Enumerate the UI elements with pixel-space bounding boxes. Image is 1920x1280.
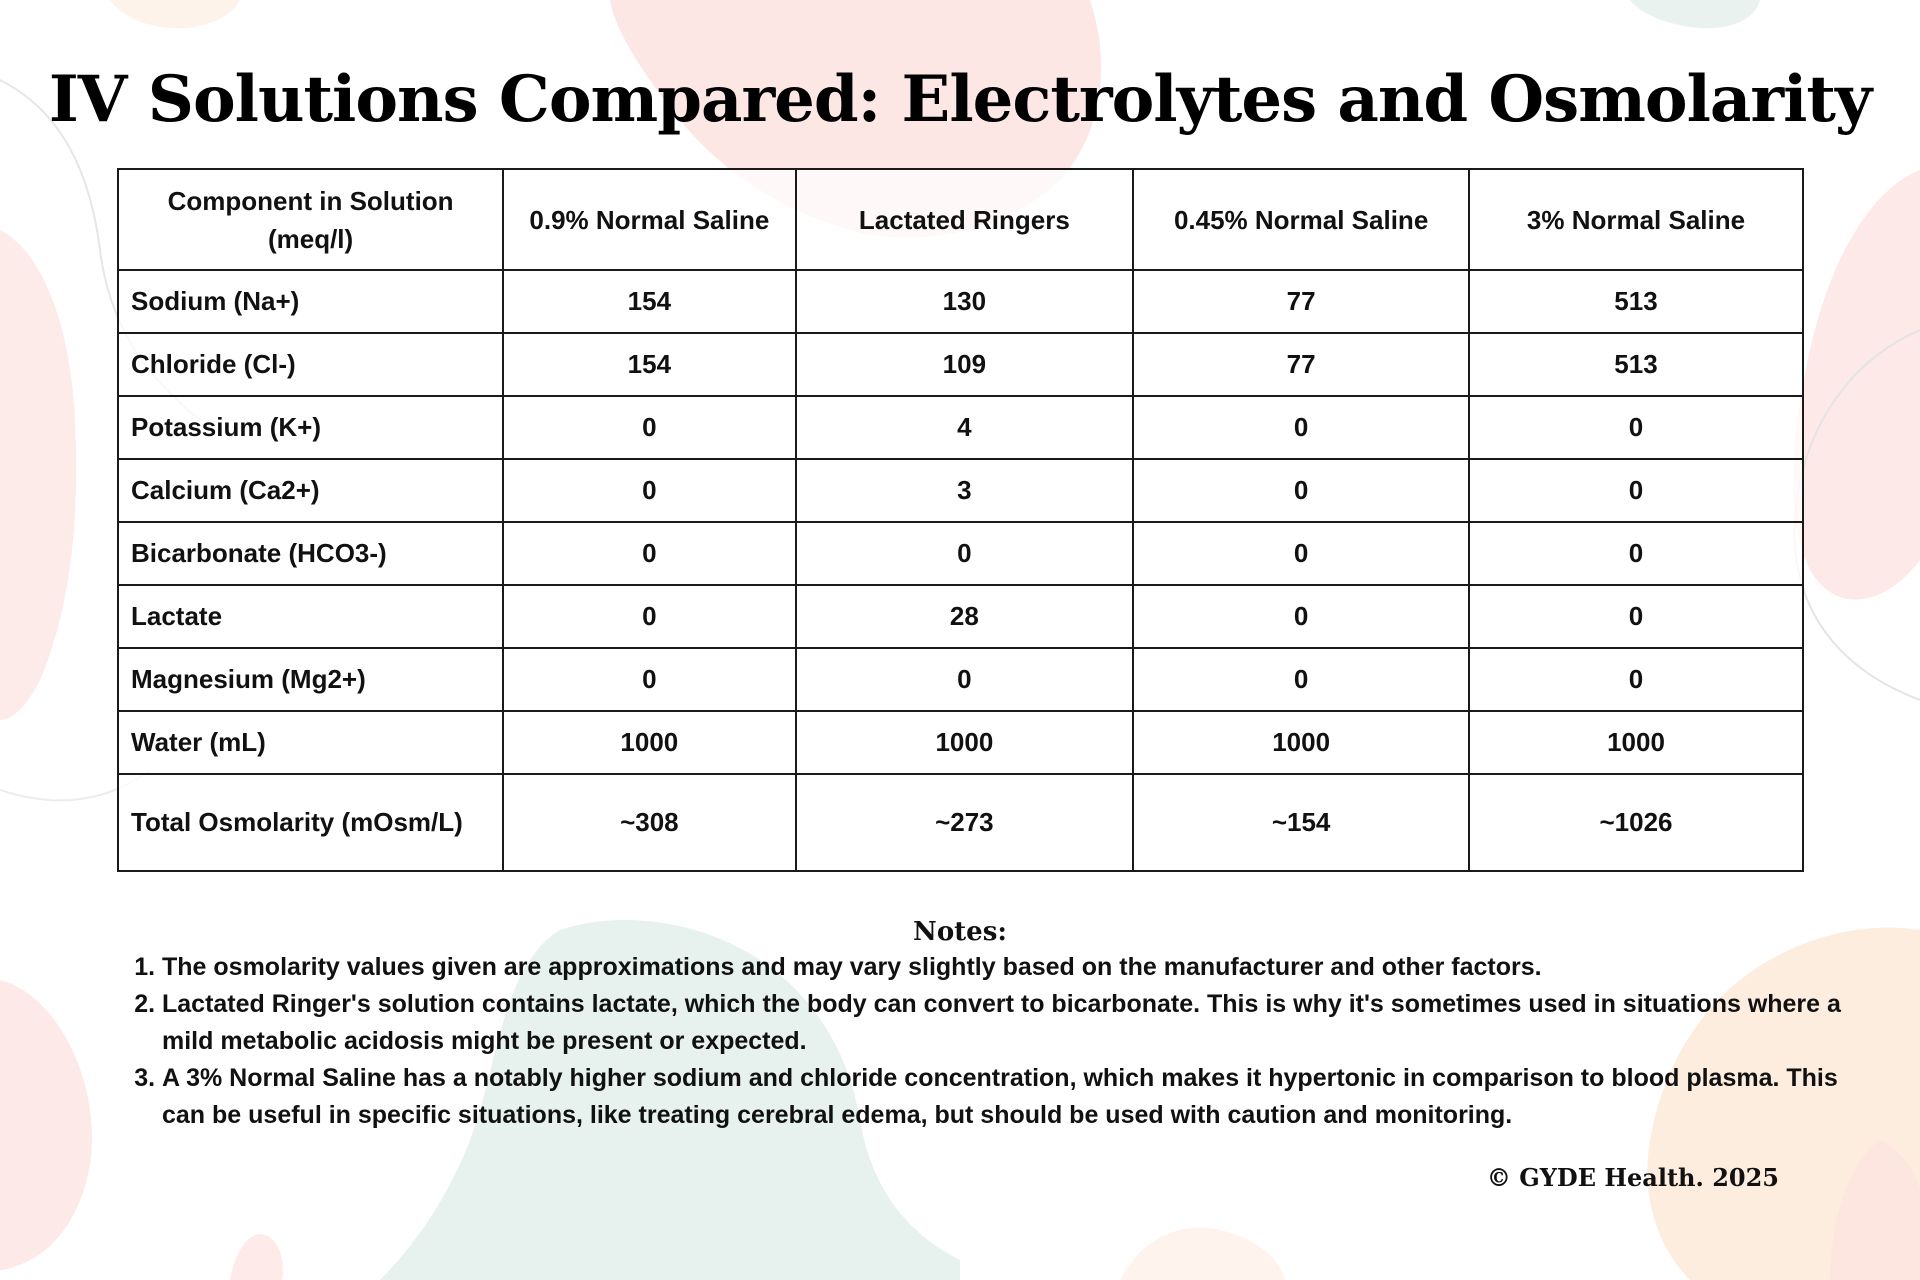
table-body [118, 270, 1803, 871]
table-cell: 0 [796, 648, 1134, 711]
table-row-total-osmolarity [118, 774, 1803, 871]
row-label: Calcium (Ca2+) [118, 459, 503, 522]
table-row-bicarbonate [118, 522, 1803, 585]
column-header-normal-saline-3: 3% Normal Saline [1469, 169, 1803, 270]
table-cell: 0 [1469, 585, 1803, 648]
notes-heading: Notes: [913, 917, 1007, 947]
row-label: Lactate [118, 585, 503, 648]
column-header-normal-saline-045: 0.45% Normal Saline [1133, 169, 1469, 270]
table-cell: 513 [1469, 270, 1803, 333]
table-cell: 77 [1133, 333, 1469, 396]
table-cell: 0 [1133, 648, 1469, 711]
table-cell: 4 [796, 396, 1134, 459]
table-cell: 0 [796, 522, 1134, 585]
table-cell: 154 [503, 270, 795, 333]
page-title: IV Solutions Compared: Electrolytes and Osmolarity [48, 62, 1872, 137]
copyright-notice: © GYDE Health. 2025 [1486, 1163, 1779, 1192]
table-cell: 130 [796, 270, 1134, 333]
table-cell: 0 [503, 522, 795, 585]
note-item: 1. The osmolarity values given are approximations and may vary slightly based on the manufacturer and other factors. [162, 949, 1862, 986]
table-cell: 3 [796, 459, 1134, 522]
column-header-normal-saline-09: 0.9% Normal Saline [503, 169, 795, 270]
row-label: Potassium (K+) [118, 396, 503, 459]
table-cell: 0 [503, 459, 795, 522]
table-cell: ~154 [1133, 774, 1469, 871]
table-row-magnesium [118, 648, 1803, 711]
table-cell: 0 [1469, 522, 1803, 585]
table-cell: 0 [1469, 459, 1803, 522]
table-cell: 0 [503, 396, 795, 459]
row-label: Water (mL) [118, 711, 503, 774]
table-cell: 0 [503, 585, 795, 648]
row-label: Total Osmolarity (mOsm/L) [118, 774, 503, 871]
table-row-chloride [118, 333, 1803, 396]
note-item: 2. Lactated Ringer's solution contains lactate, which the body can convert to bicarbonate. This is why it's sometimes used in situations where a mild metabolic acidosis might be present or expected. [162, 986, 1862, 1060]
table-cell: 1000 [1469, 711, 1803, 774]
table-cell: 0 [1133, 585, 1469, 648]
row-label: Sodium (Na+) [118, 270, 503, 333]
header-row [118, 169, 1803, 270]
table-cell: ~1026 [1469, 774, 1803, 871]
table-cell: ~273 [796, 774, 1134, 871]
column-header-lactated-ringers: Lactated Ringers [796, 169, 1134, 270]
note-item: 3. A 3% Normal Saline has a notably higher sodium and chloride concentration, which makes it hypertonic in comparison to blood plasma. This can be useful in specific situations, like treating cerebral edema, but should be used with caution and monitoring. [162, 1060, 1862, 1134]
table-cell: 77 [1133, 270, 1469, 333]
table-cell: 1000 [796, 711, 1134, 774]
table-cell: 28 [796, 585, 1134, 648]
row-label: Chloride (Cl-) [118, 333, 503, 396]
table-row-water [118, 711, 1803, 774]
table-cell: 109 [796, 333, 1134, 396]
table-cell: 0 [503, 648, 795, 711]
notes-list [110, 949, 1862, 1134]
iv-solutions-table [117, 168, 1804, 872]
table-cell: 0 [1469, 396, 1803, 459]
table-cell: 513 [1469, 333, 1803, 396]
table-cell: 1000 [1133, 711, 1469, 774]
table-row-calcium [118, 459, 1803, 522]
table-cell: 0 [1133, 522, 1469, 585]
table-cell: 0 [1469, 648, 1803, 711]
row-label: Bicarbonate (HCO3-) [118, 522, 503, 585]
table-cell: ~308 [503, 774, 795, 871]
table-cell: 1000 [503, 711, 795, 774]
row-label: Magnesium (Mg2+) [118, 648, 503, 711]
table-cell: 0 [1133, 459, 1469, 522]
table-cell: 0 [1133, 396, 1469, 459]
column-header-component: Component in Solution (meq/l) [118, 169, 503, 270]
table-header [118, 169, 1803, 270]
table-row-lactate [118, 585, 1803, 648]
table-cell: 154 [503, 333, 795, 396]
table-row-potassium [118, 396, 1803, 459]
table-row-sodium [118, 270, 1803, 333]
